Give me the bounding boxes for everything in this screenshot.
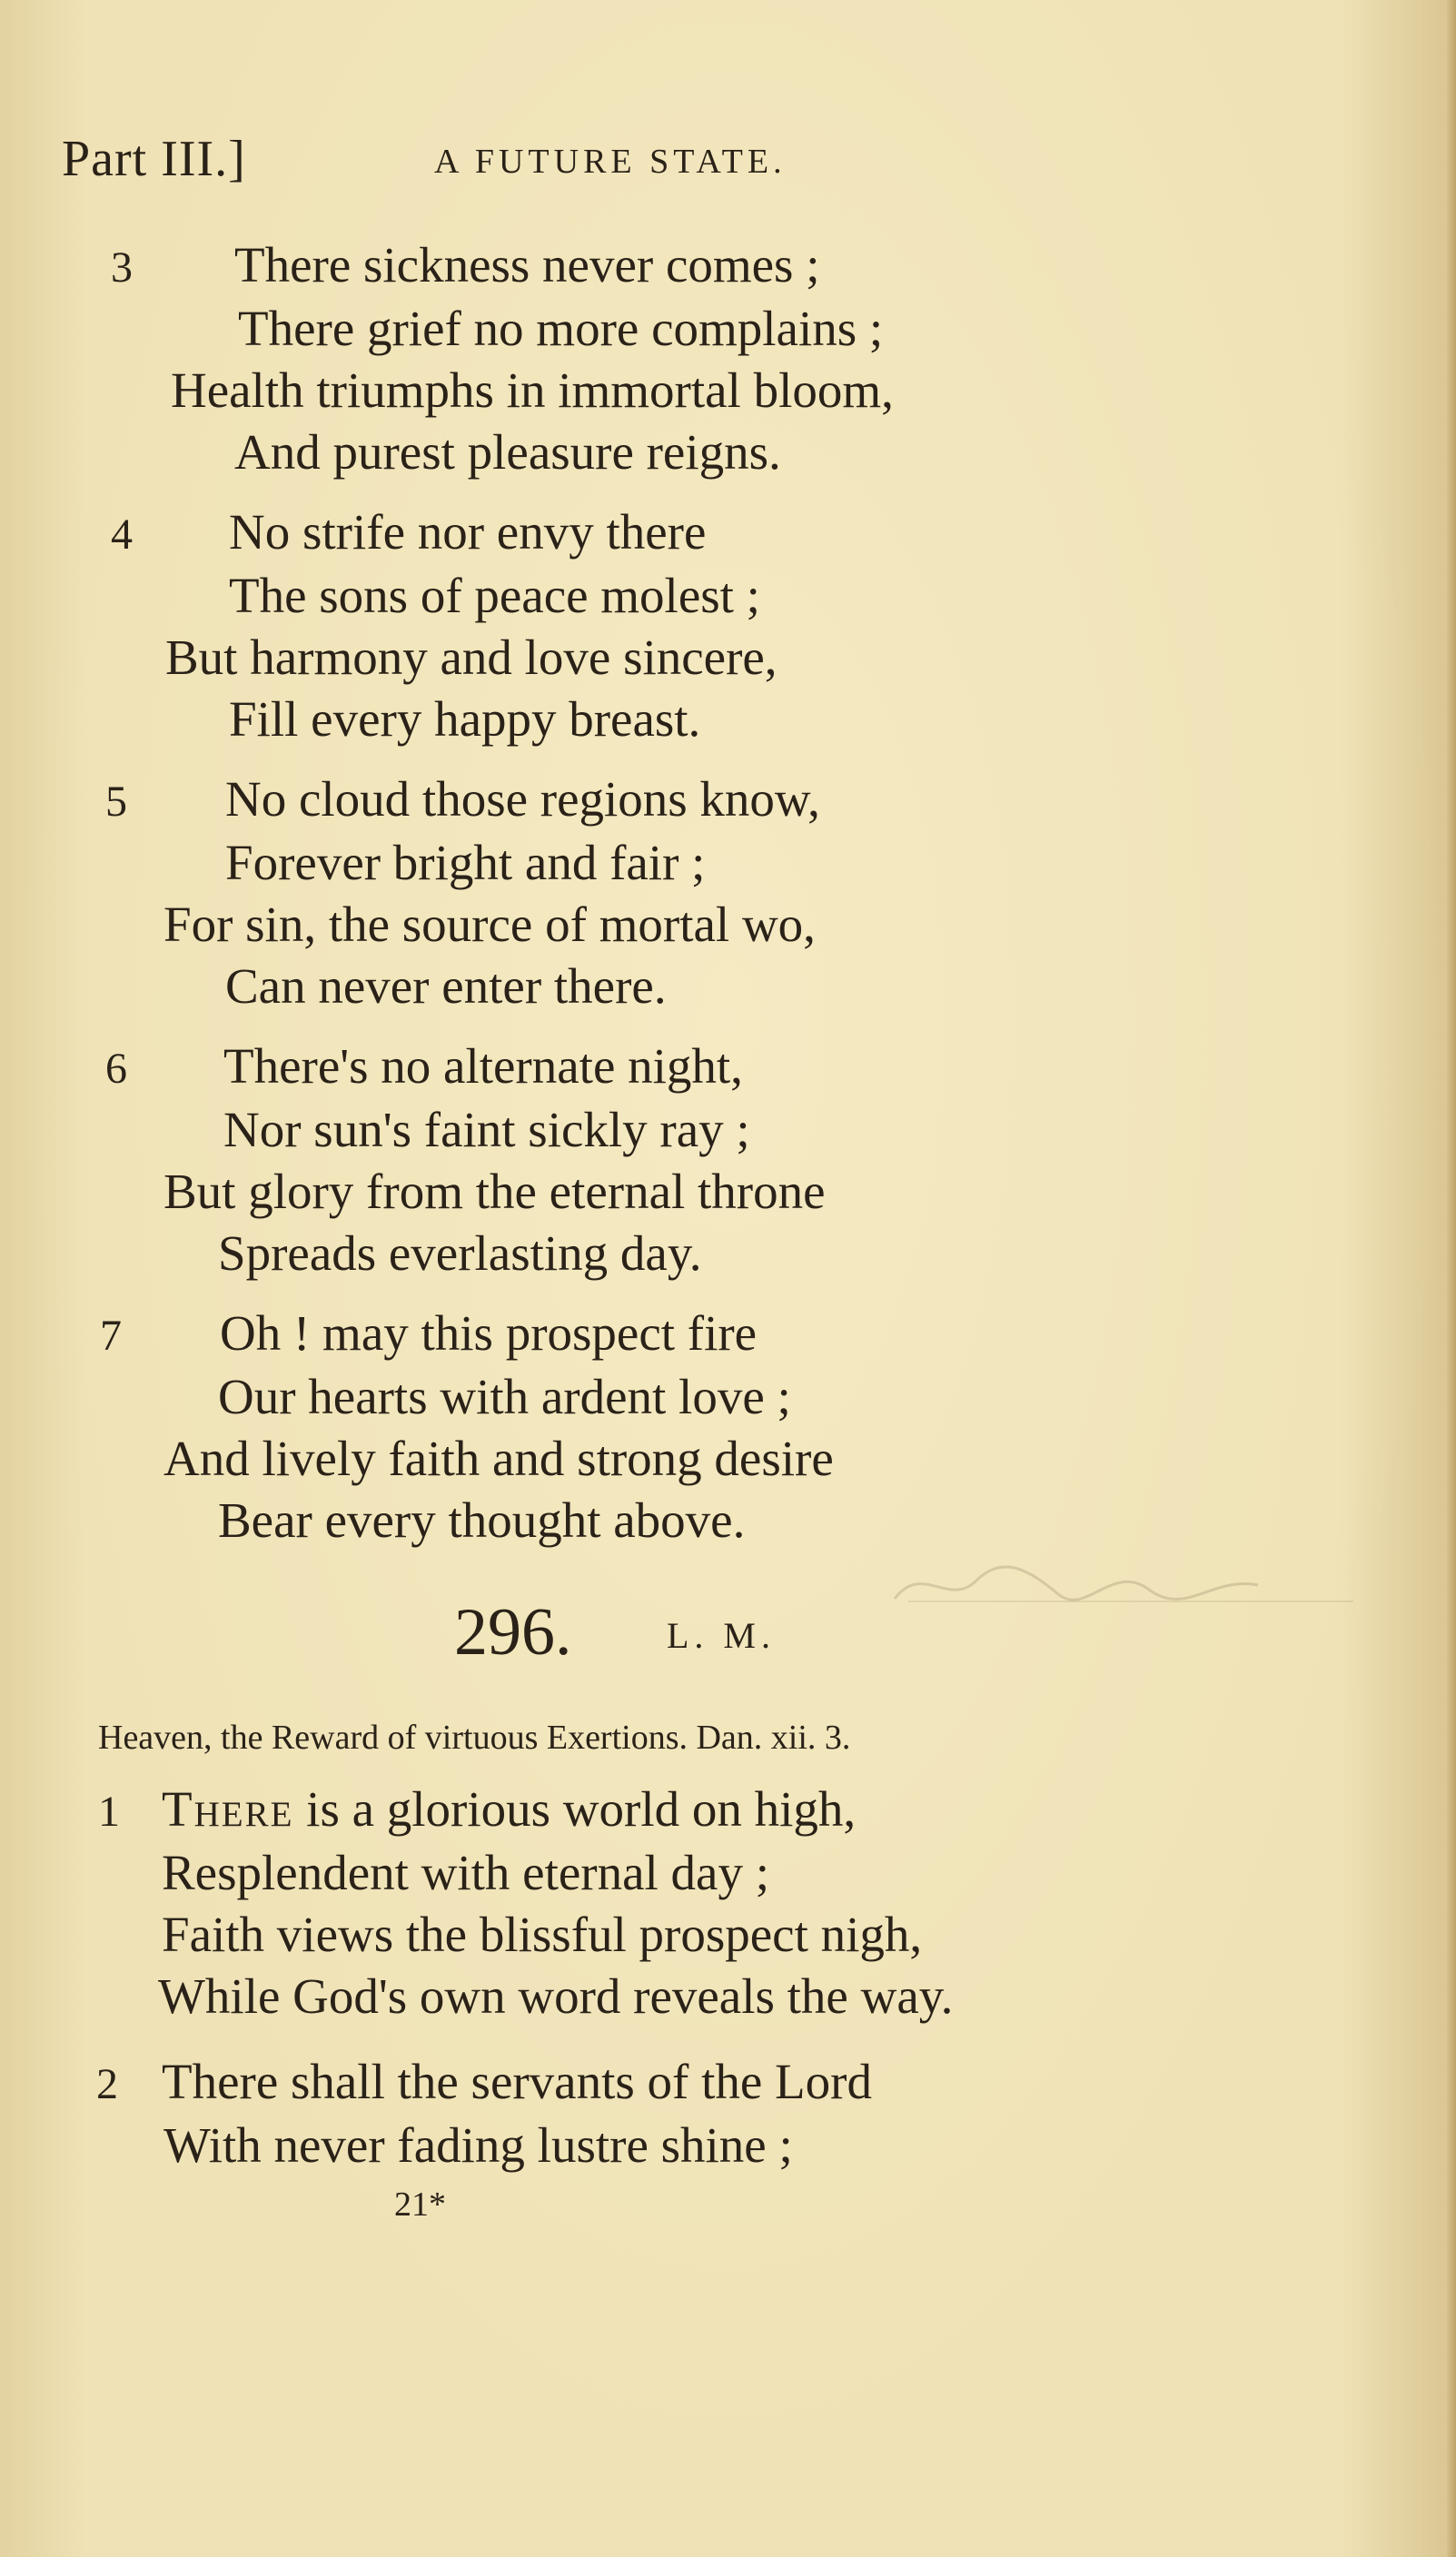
verse-number: 6 (105, 1045, 127, 1093)
verse-line: Fill every happy breast. (229, 691, 701, 747)
verse-line: And purest pleasure reigns. (234, 424, 781, 480)
page-edge (1447, 0, 1456, 2557)
verse-line: For sin, the source of mortal wo, (163, 897, 816, 952)
verse-line: The sons of peace molest ; (229, 568, 760, 623)
hymn-subject: Heaven, the Reward of virtuous Exertions. Dan. xii. 3. (98, 1719, 851, 1757)
first-line-rest: is a glorious world on high, (293, 1781, 857, 1837)
running-head (62, 127, 970, 191)
signature-mark: 21* (394, 2185, 446, 2224)
verse-number: 3 (111, 243, 133, 292)
hymn-meter: L. M. (667, 1615, 776, 1656)
verse-number: 7 (100, 1312, 122, 1360)
verse-line: No cloud those regions know, (225, 771, 820, 827)
verse-line: Nor sun's faint sickly ray ; (223, 1102, 750, 1157)
verse-line: But glory from the eternal throne (163, 1164, 826, 1219)
bleed-through-line (908, 1601, 1353, 1602)
part-label: Part III.] (62, 131, 246, 187)
verse-number: 4 (111, 510, 133, 559)
verse-line: There shall the servants of the Lord (162, 2054, 872, 2109)
bleed-through-mark (886, 1544, 1267, 1626)
first-word: There (162, 1781, 294, 1837)
verse-number: 1 (98, 1788, 120, 1836)
verse-line: Spreads everlasting day. (218, 1225, 702, 1281)
section-title: A FUTURE STATE. (434, 143, 787, 181)
verse-line: But harmony and love sincere, (165, 629, 778, 685)
verse-line: No strife nor envy there (229, 504, 707, 560)
verse-line: Bear every thought above. (218, 1492, 746, 1548)
verse-line (162, 1779, 856, 1839)
verse-number: 2 (96, 2060, 118, 2108)
hymn-number: 296. (454, 1595, 572, 1670)
verse-line: There grief no more complains ; (238, 301, 884, 356)
verse-line: And lively faith and strong desire (163, 1431, 834, 1486)
verse-line: There's no alternate night, (223, 1038, 743, 1094)
verse-line: With never fading lustre shine ; (163, 2117, 793, 2173)
verse-line: Forever bright and fair ; (225, 835, 706, 890)
verse-line: Our hearts with ardent love ; (218, 1369, 791, 1424)
verse-line: Faith views the blissful prospect nigh, (162, 1907, 923, 1962)
verse-line: Oh ! may this prospect fire (220, 1305, 758, 1361)
verse-line: Resplendent with eternal day ; (162, 1845, 769, 1900)
verse-number: 5 (105, 778, 127, 826)
verse-line: Can never enter there. (225, 958, 667, 1014)
verse-line: There sickness never comes ; (234, 237, 820, 292)
verse-line: While God's own word reveals the way. (158, 1968, 954, 2024)
verse-line: Health triumphs in immortal bloom, (171, 362, 894, 418)
